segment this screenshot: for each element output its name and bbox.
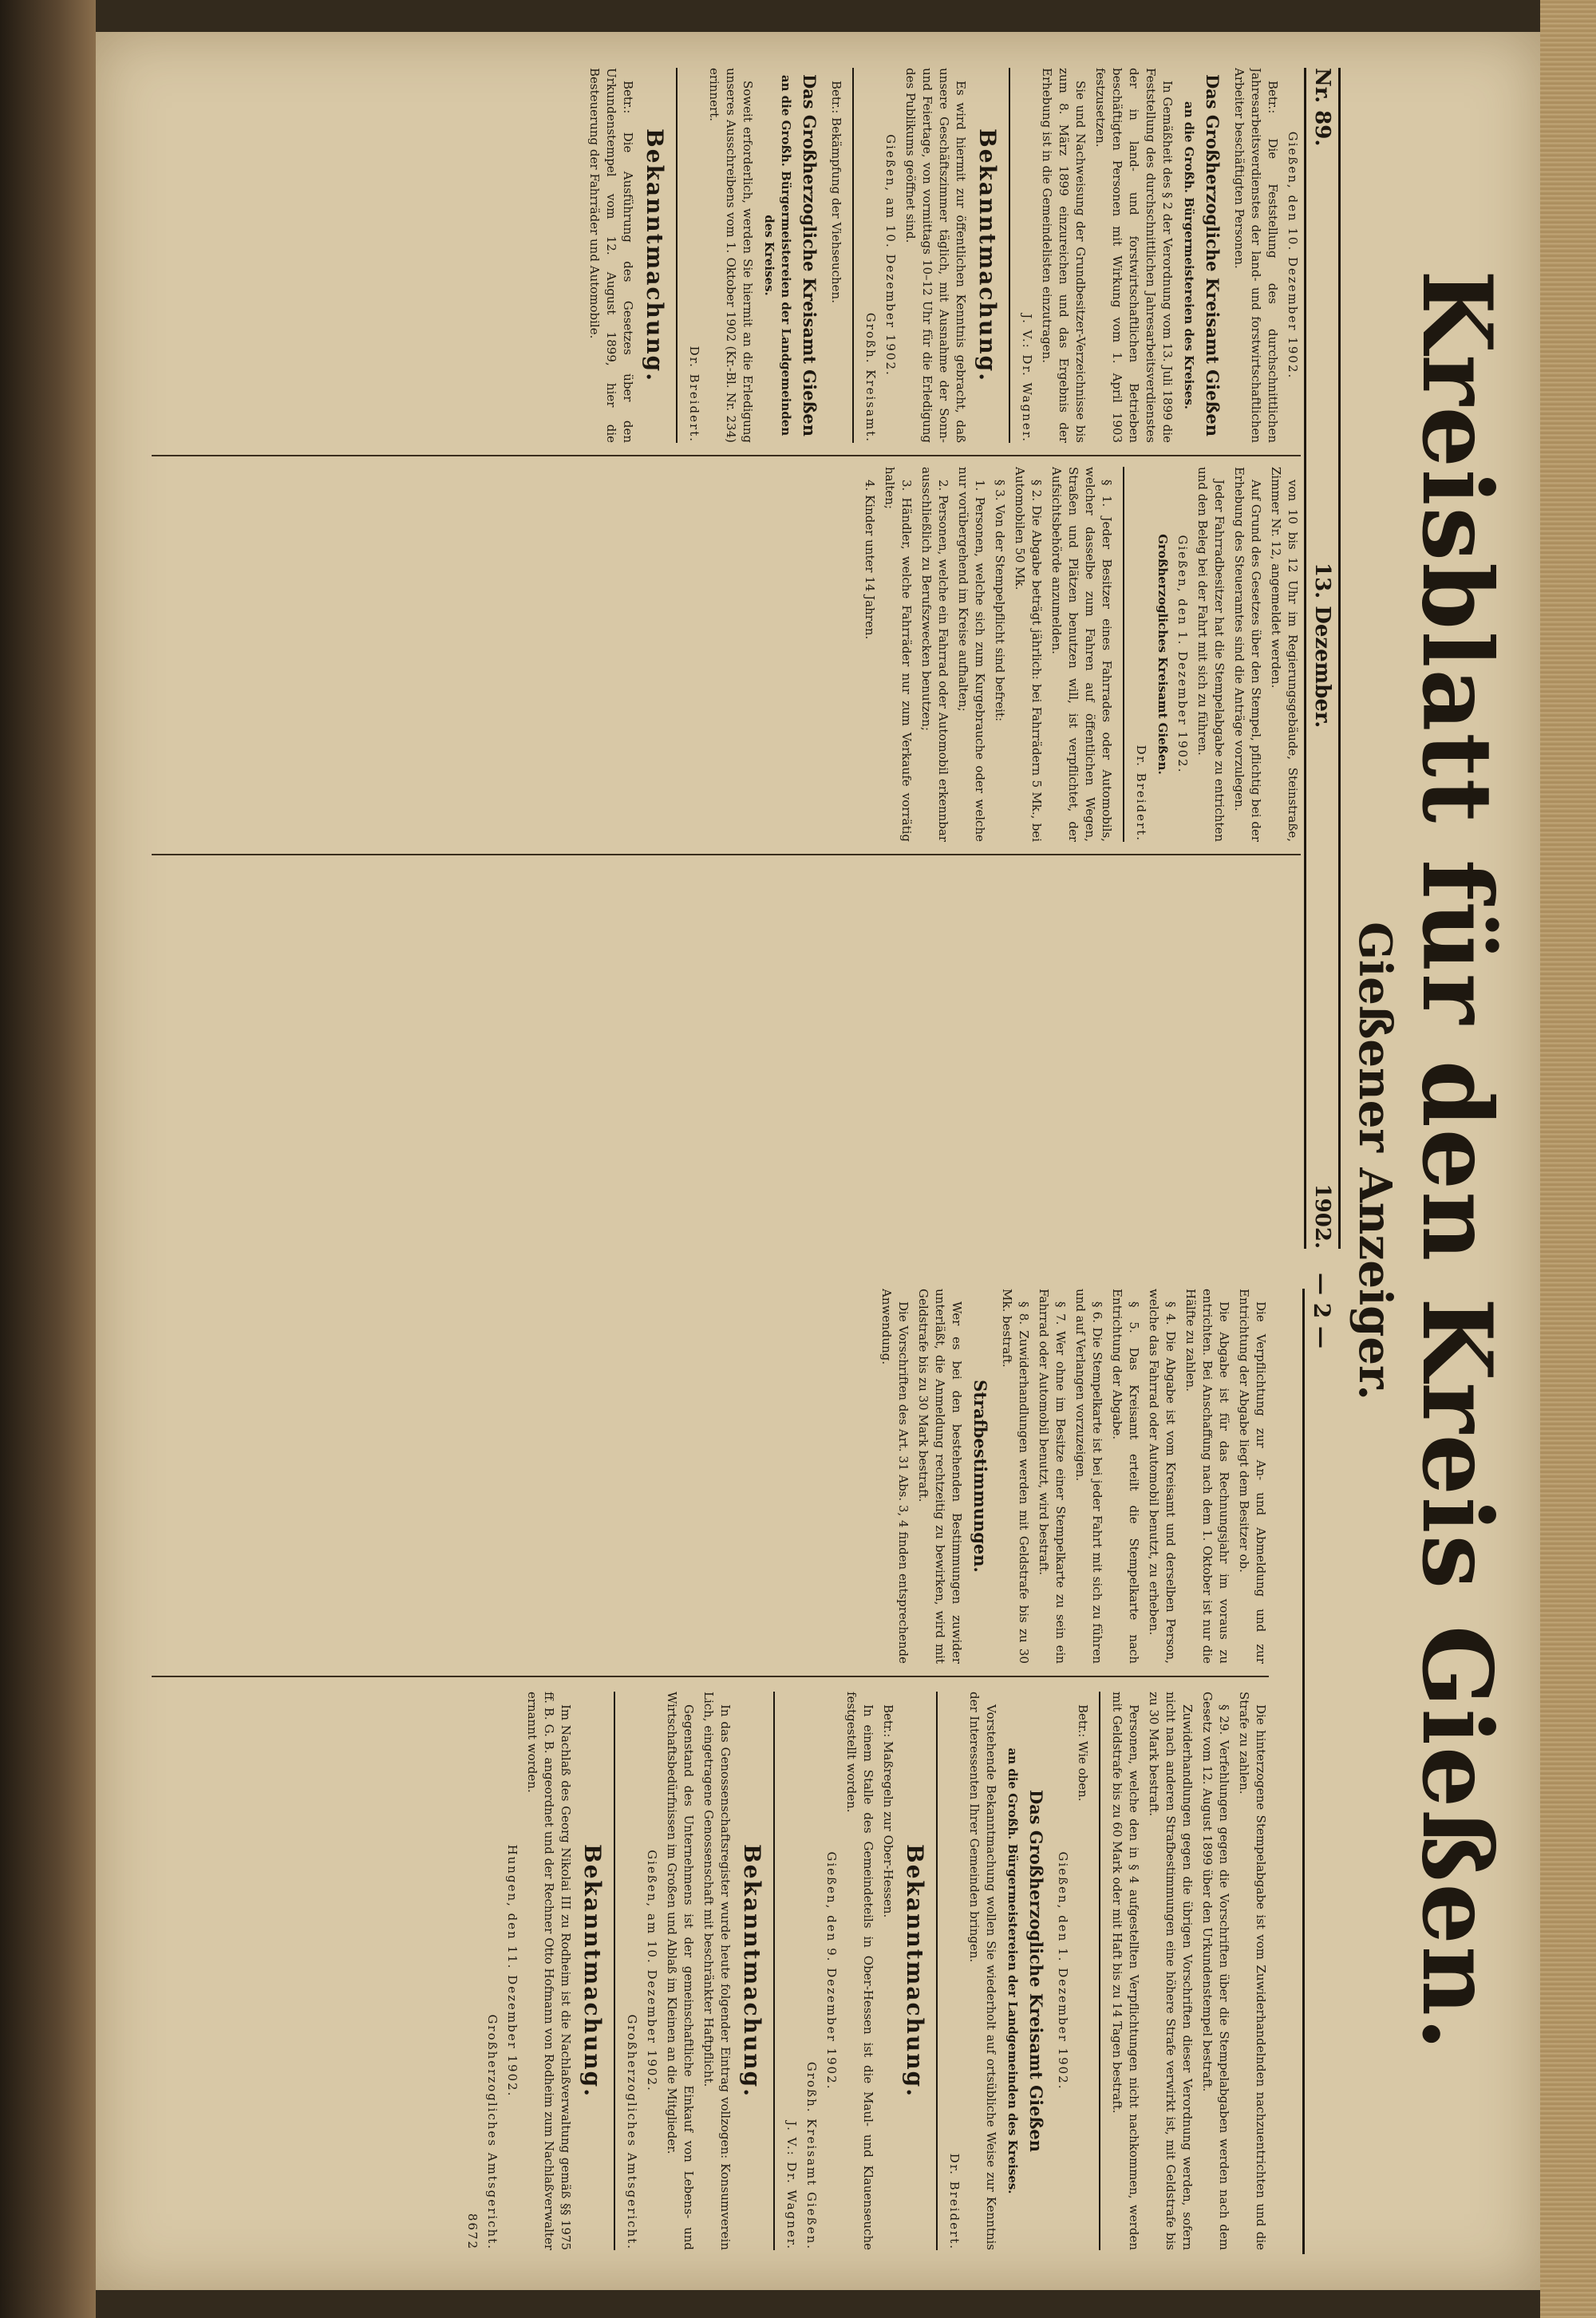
paragraph: Die Abgabe ist für das Rechnungsjahr im voraus zu entrichten. Bei Anschaffung nach dem 1. Oktober ist nur die Hälfte zu zahlen. [1183, 1289, 1231, 1664]
announcement-heading: Bekanntmachung. [739, 1844, 765, 2098]
paragraph: Betr.: Die Ausführung des Gesetzes über den Urkundenstempel vom 12. August 1899, hier die Besteuerung der Fahrräder und Automobile. [587, 68, 635, 443]
column-1 [152, 68, 1301, 443]
list-item: § 6. Die Stempelkarte ist bei jeder Fahrt mit sich zu führen und auf Verlangen vorzuzeigen. [1073, 1289, 1104, 1664]
divider [1099, 1692, 1100, 2250]
paragraph: In einem Stalle des Gemeindeteils in Ober-Hessen ist die Maul- und Klauenseuche festgestellt worden. [844, 1692, 875, 2250]
paragraph: Jeder Fahrradbesitzer hat die Stempelabgabe zu entrichten und den Beleg bei der Fahrt mit sich zu führen. [1195, 467, 1227, 842]
announcement-heading: Bekanntmachung. [974, 128, 1001, 382]
paragraph: Wer es bei den bestehenden Bestimmungen zuwider unterläßt, die Anmeldung rechtzeitig zu bewirken, wird mit Geldstrafe bis zu 30 Mark bestraft. [916, 1289, 964, 1664]
paragraph: von 10 bis 12 Uhr im Regierungsgebäude, Steinstraße, Zimmer Nr. 12, angemeldet werden. [1269, 467, 1300, 842]
announcement-heading: Bekanntmachung. [642, 128, 668, 382]
list-item: § 7. Wer ohne im Besitze einer Stempelkarte zu sein ein Fahrrad oder Automobil benutzt, wird bestraft. [1037, 1289, 1068, 1664]
folio-number: 8672 [465, 2213, 480, 2250]
announcement-heading: Bekanntmachung. [902, 1844, 928, 2098]
notice-addressee: an die Großh. Bürgermeistereien des Kreises. [1182, 101, 1196, 410]
divider [1009, 68, 1010, 443]
paragraph: Auf Grund des Gesetzes über den Stempel, pflichtig bei der Erhebung des Steueramtes sind die Anträge vorzulegen. [1232, 467, 1263, 842]
notice-heading: Das Großherzogliche Kreisamt Gießen [800, 73, 820, 437]
signature: Dr. Breidert. [1134, 744, 1148, 842]
column-rule [152, 854, 1301, 855]
list-item: § 1. Jeder Besitzer eines Fahrrades oder Automobils, welcher dasselbe zum Fahren auf öffentlichen Wegen, Straßen und Plätzen benutzen will, ist verpflichtet, der Aufsichtsbehörde anzumelden. [1049, 467, 1114, 842]
newspaper-title: Kreisblatt für den Kreis Gießen. [1400, 270, 1513, 2052]
signature: J. V.: Dr. Wagner. [784, 2121, 799, 2250]
column-rule [152, 1676, 1269, 1677]
column-4 [152, 1692, 1269, 2250]
place-date: Gießen, den 9. Dezember 1902. [824, 1851, 839, 2091]
notice-addressee: an die Großh. Bürgermeistereien der Landgemeinden des Kreises. [1005, 1747, 1020, 2194]
list-item: 1. Personen, welche sich zum Kurgebrauche oder welche nur vorübergehend im Kreise aufhalten; [956, 467, 987, 842]
divider [676, 68, 678, 443]
list-item: Zuwiderhandlungen gegen die übrigen Vorschriften dieser Verordnung werden, sofern nicht nach anderen Strafbestimmungen eine höhere Strafe verwirkt ist, mit Geldstrafe bis zu 30 Mark bestraft. [1147, 1692, 1195, 2250]
divider [852, 68, 854, 443]
dateline [1304, 68, 1341, 1249]
paragraph: Sie und Nachweisung der Grundbesitzer-Verzeichnisse bis zum 8. März 1899 einzureichen und das Ergebnis der Erhebung ist in die Gemeindelisten einzutragen. [1040, 68, 1088, 443]
section-heading: Strafbestimmungen. [970, 1380, 990, 1573]
list-item: 2. Personen, welche ein Fahrrad oder Automobil erkennbar ausschließlich zu Berufszwecken benutzen; [919, 467, 950, 842]
signature: Großh. Kreisamt. [863, 312, 878, 443]
signature: Dr. Breidert. [687, 346, 701, 443]
notice-heading: Das Großherzogliche Kreisamt Gießen [1026, 1789, 1046, 2153]
signature: J. V.: Dr. Wagner. [1020, 314, 1034, 443]
announcement-heading: Bekanntmachung. [579, 1844, 606, 2098]
divider [936, 1692, 938, 2250]
issue-year: 1902. [1310, 1183, 1334, 1249]
place-date: Gießen, am 10. Dezember 1902. [883, 134, 898, 377]
page-edges [1540, 0, 1596, 2318]
divider [1123, 467, 1124, 842]
place-date: Hungen, den 11. Dezember 1902. [505, 1844, 519, 2098]
signature: Großherzogliches Amtsgericht. [625, 2014, 639, 2250]
page-number: — 2 — [1309, 1273, 1335, 1349]
list-item: 4. Kinder unter 14 Jahren. [863, 480, 877, 640]
list-item: § 5. Das Kreisamt erteilt die Stempelkarte nach Entrichtung der Abgabe. [1110, 1289, 1141, 1664]
column-3 [152, 1289, 1269, 1664]
signature: Dr. Breidert. [947, 2153, 962, 2250]
signature: Großherzogliches Amtsgericht. [485, 2014, 500, 2250]
paragraph: In das Genossenschaftsregister wurde heute folgender Eintrag vollzogen: Konsumverein Lich, eingetragene Genossenschaft mit beschränkter Haftpflicht. [701, 1692, 733, 2250]
paragraph: Es wird hiermit zur öffentlichen Kenntnis gebracht, daß unsere Geschäftszimmer täglich, mit Ausnahme der Sonn- und Feiertage, von vormittags 10–12 Uhr für die Erledigung des Publikums geöffnet sind. [903, 68, 968, 443]
subject-line: Betr.: Bekämpfung der Viehseuchen. [829, 81, 843, 303]
signature: Großherzogliches Kreisamt Gießen. [1156, 534, 1170, 775]
list-item: § 4. Die Abgabe ist vom Kreisamt und derselben Person, welche das Fahrrad oder Automobil benutzt, zu erheben. [1147, 1289, 1178, 1664]
place-date: Gießen, am 10. Dezember 1902. [645, 1850, 659, 2092]
divider [614, 1692, 615, 2250]
column-rule [152, 455, 1301, 456]
paragraph: Die hinterzogene Stempelabgabe ist vom Zuwiderhandelnden nachzuentrichten und die Strafe zu zahlen. [1237, 1692, 1268, 2250]
subject-line: Betr.: Wie oben. [1076, 1704, 1090, 1802]
divider [773, 1692, 775, 2250]
rotated-page-content [124, 44, 1544, 2278]
column-2 [152, 467, 1301, 842]
place-date: Gießen, den 1. Dezember 1902. [1175, 535, 1190, 774]
signature: Großh. Kreisamt Gießen. [804, 2061, 819, 2250]
paragraph: Personen, welche den in § 4 aufgestellten Verpflichtungen nicht nachkommen, werden mit Geldstrafe bis zu 60 Mark oder mit Haft bis zu 14 Tagen bestraft. [1110, 1692, 1141, 2250]
paragraph: Die Verpflichtung zur An- und Abmeldung und zur Entrichtung der Abgabe liegt dem Besitzer ob. [1237, 1289, 1268, 1664]
list-item: 3. Händler, welche Fahrräder nur zum Verkaufe vorrätig halten; [883, 467, 914, 842]
paragraph: Vorstehende Bekanntmachung wollen Sie wiederholt auf ortsübliche Weise zur Kenntnis der Interessenten Ihrer Gemeinden bringen. [967, 1692, 998, 2250]
place-date: Gießen, den 1. Dezember 1902. [1056, 1851, 1070, 2091]
paragraph: Im Nachlaß des Georg Nikolai III zu Rodheim ist die Nachlaßverwaltung gemäß §§ 1975 ff. B. G. B. angeordnet und der Rechner Otto Hofmann von Rodheim zum Nachlaßverwalter ernannt worden. [525, 1692, 573, 2250]
paragraph: Gegenstand des Unternehmens ist der gemeinschaftliche Einkauf von Lebens- und Wirtschaftsbedürfnissen im Großen und Ablaß im Kleinen an die Mitglieder. [665, 1692, 696, 2250]
subject-line: Betr.: Maßregeln zur Ober-Hessen. [881, 1704, 895, 1918]
book-binding [0, 0, 96, 2318]
paragraph: In Gemäßheit des § 2 der Verordnung vom 13. Juli 1899 die Feststellung des durchschnittlichen Jahresarbeitsverdienstes der in land- und forstwirtschaftlichen Betrieben beschäftigten Personen mit Wirkung vom 1. April 1903 festzusetzen. [1093, 68, 1175, 443]
newspaper-subtitle: Gießener Anzeiger. [1349, 922, 1401, 1400]
masthead [1345, 68, 1512, 2254]
notice-heading: Das Großherzogliche Kreisamt Gießen [1203, 73, 1223, 437]
header-rule [1302, 1289, 1305, 2254]
paragraph: Soweit erforderlich, werden Sie hiermit an die Erledigung unseres Ausschreibens vom 1. Oktober 1902 (Kr.-Bl. Nr. 234) erinnert. [707, 68, 755, 443]
list-item: § 2. Die Abgabe beträgt jährlich: bei Fahrrädern 5 Mk., bei Automobilen 50 Mk. [1013, 467, 1044, 842]
paragraph: Die Vorschriften des Art. 31 Abs. 3, 4 finden entsprechende Anwendung. [879, 1289, 911, 1664]
list-item: § 3. Von der Stempelpflicht sind befreit: [993, 480, 1007, 722]
place-date: Gießen, den 10. Dezember 1902. [1286, 131, 1300, 380]
list-item: § 29. Verfehlungen gegen die Vorschriften über die Stempelabgaben werden nach dem Gesetz vom 12. August 1899 über den Urkundenstempel bestraft. [1200, 1692, 1231, 2250]
issue-date: 13. Dezember. [1310, 563, 1334, 729]
notice-addressee: an die Großh. Bürgermeistereien der Landgemeinden des Kreises. [762, 74, 793, 436]
subject-line: Betr.: Die Feststellung des durchschnittlichen Jahresarbeitsverdienstes der land- und forstwirtschaftlichen Arbeiter beschäftigten Personen. [1232, 68, 1280, 443]
list-item: § 8. Zuwiderhandlungen werden mit Geldstrafe bis zu 30 Mk. bestraft. [1000, 1289, 1031, 1664]
issue-number: Nr. 89. [1310, 68, 1334, 147]
